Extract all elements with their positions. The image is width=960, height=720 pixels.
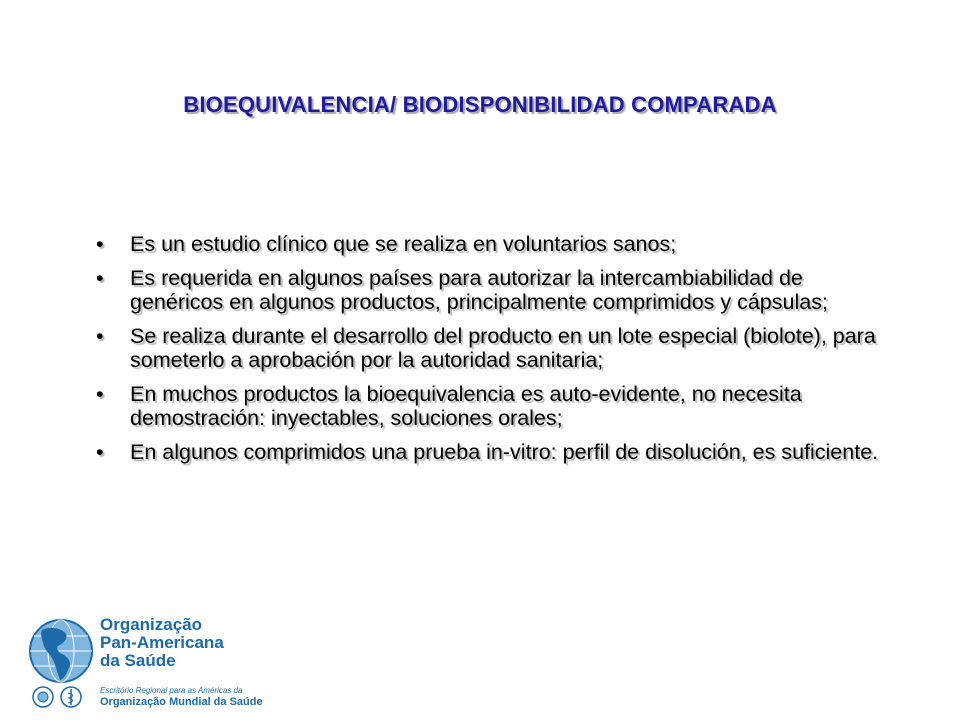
bullet-text: En algunos comprimidos una prueba in-vitro: perfil de disolución, es suficiente. <box>130 440 879 464</box>
bullet-item <box>96 324 886 372</box>
bullet-icon: • <box>96 440 104 464</box>
bullet-item <box>96 232 886 256</box>
bullet-item <box>96 266 886 314</box>
globe-icon <box>28 618 94 684</box>
bullet-text: Se realiza durante el desarrollo del producto en un lote especial (biolote), para someterlo a aprobación por la autoridad sanitaria; <box>130 324 876 372</box>
bullet-list <box>96 232 886 474</box>
seal-icon <box>32 686 54 708</box>
who-emblem-icon <box>60 686 82 708</box>
bullet-icon: • <box>96 232 104 256</box>
bullet-item <box>96 382 886 430</box>
bullet-item <box>96 440 886 464</box>
bullet-text: Es requerida en algunos países para autorizar la intercambiabilidad de genéricos en algunos productos, principalmente comprimidos y cápsulas; <box>130 266 828 314</box>
bullet-icon: • <box>96 382 104 406</box>
logo-line-2: Pan-Americana <box>100 633 224 652</box>
logo-subtitle-2: Organização Mundial da Saúde <box>100 696 263 708</box>
bullet-icon: • <box>96 324 104 348</box>
bullet-text: En muchos productos la bioequivalencia es auto-evidente, no necesita demostración: inyectables, soluciones orales; <box>130 382 802 430</box>
logo-subtitle-1: Escritório Regional para as Américas da <box>100 686 243 695</box>
slide-title: BIOEQUIVALENCIA/ BIODISPONIBILIDAD COMPARADA <box>183 92 777 117</box>
logo-line-1: Organização <box>100 615 203 634</box>
bullet-text: Es un estudio clínico que se realiza en voluntarios sanos; <box>130 232 677 256</box>
bullet-icon: • <box>96 266 104 290</box>
paho-logo <box>28 614 263 710</box>
logo-line-3: da Saúde <box>100 651 176 670</box>
